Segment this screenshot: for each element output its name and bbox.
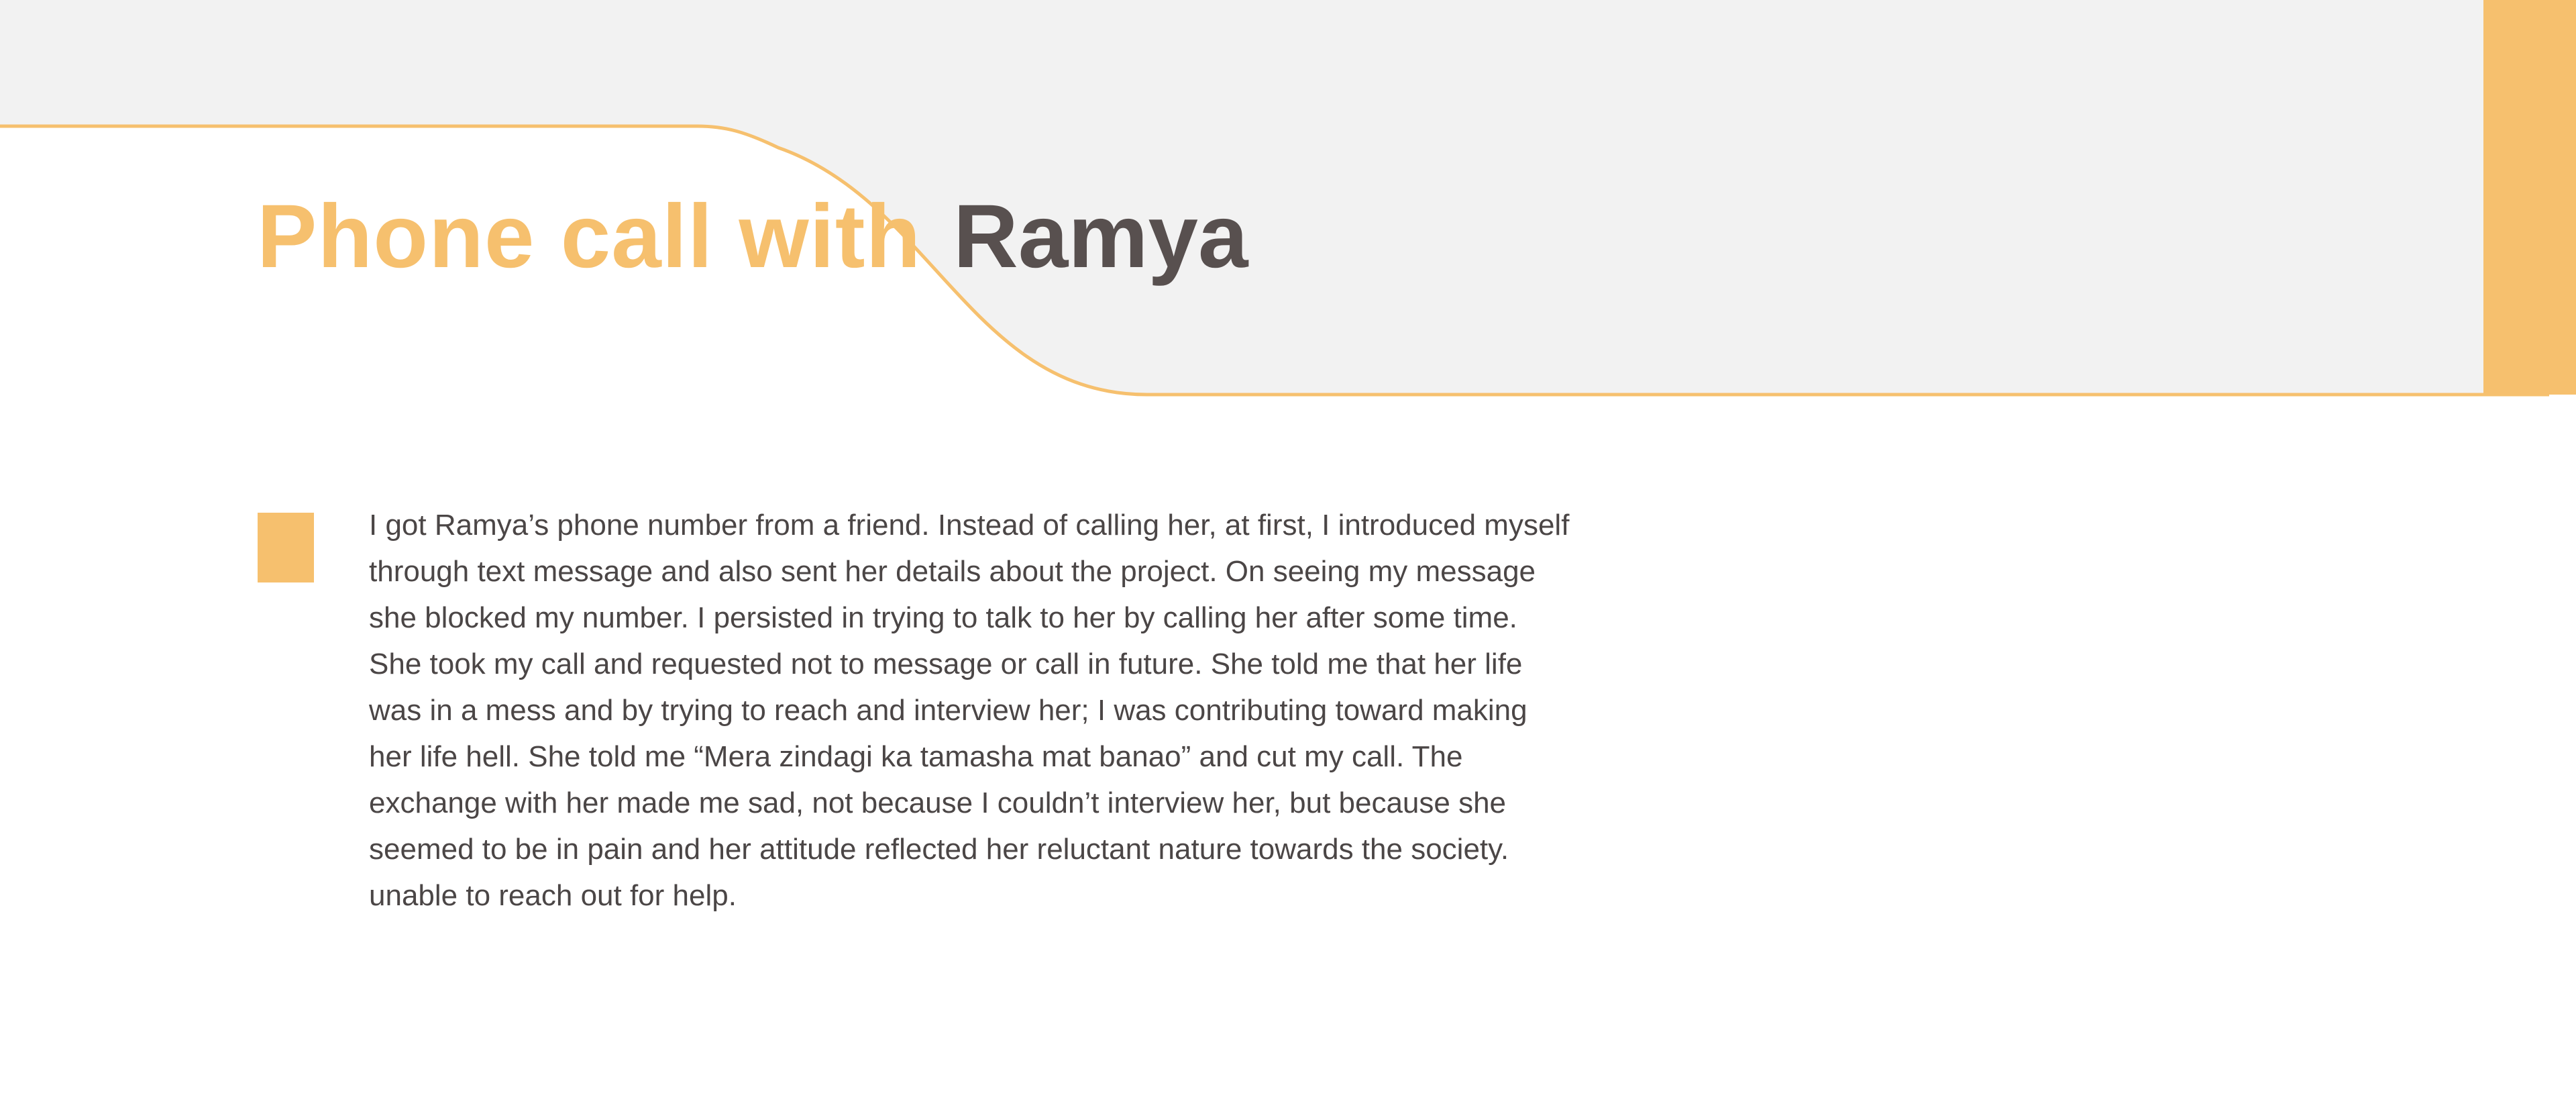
body-paragraph: I got Ramya’s phone number from a friend. Instead of calling her, at first, I introduced myself through text message and also sent her details about the project. On seeing my message she blocked my number. I persisted in trying to talk to her by calling her after some time. She took my call and requested not to message or call in future. She told me that her life was in a mess and by trying to reach and interview her; I was contributing toward making her life hell. She told me “Mera zindagi ka tamasha mat banao” and cut my call. The exchange with her made me sad, not because I couldn’t interview her, but because she seemed to be in pain and her attitude reflected her reluctant nature towards the society. unable to reach out for help.: [369, 509, 1570, 912]
title-prefix: Phone call with: [257, 187, 922, 287]
accent-side-bar: [2483, 0, 2576, 395]
accent-square-marker: [258, 513, 314, 582]
title-name: Ramya: [953, 187, 1248, 287]
